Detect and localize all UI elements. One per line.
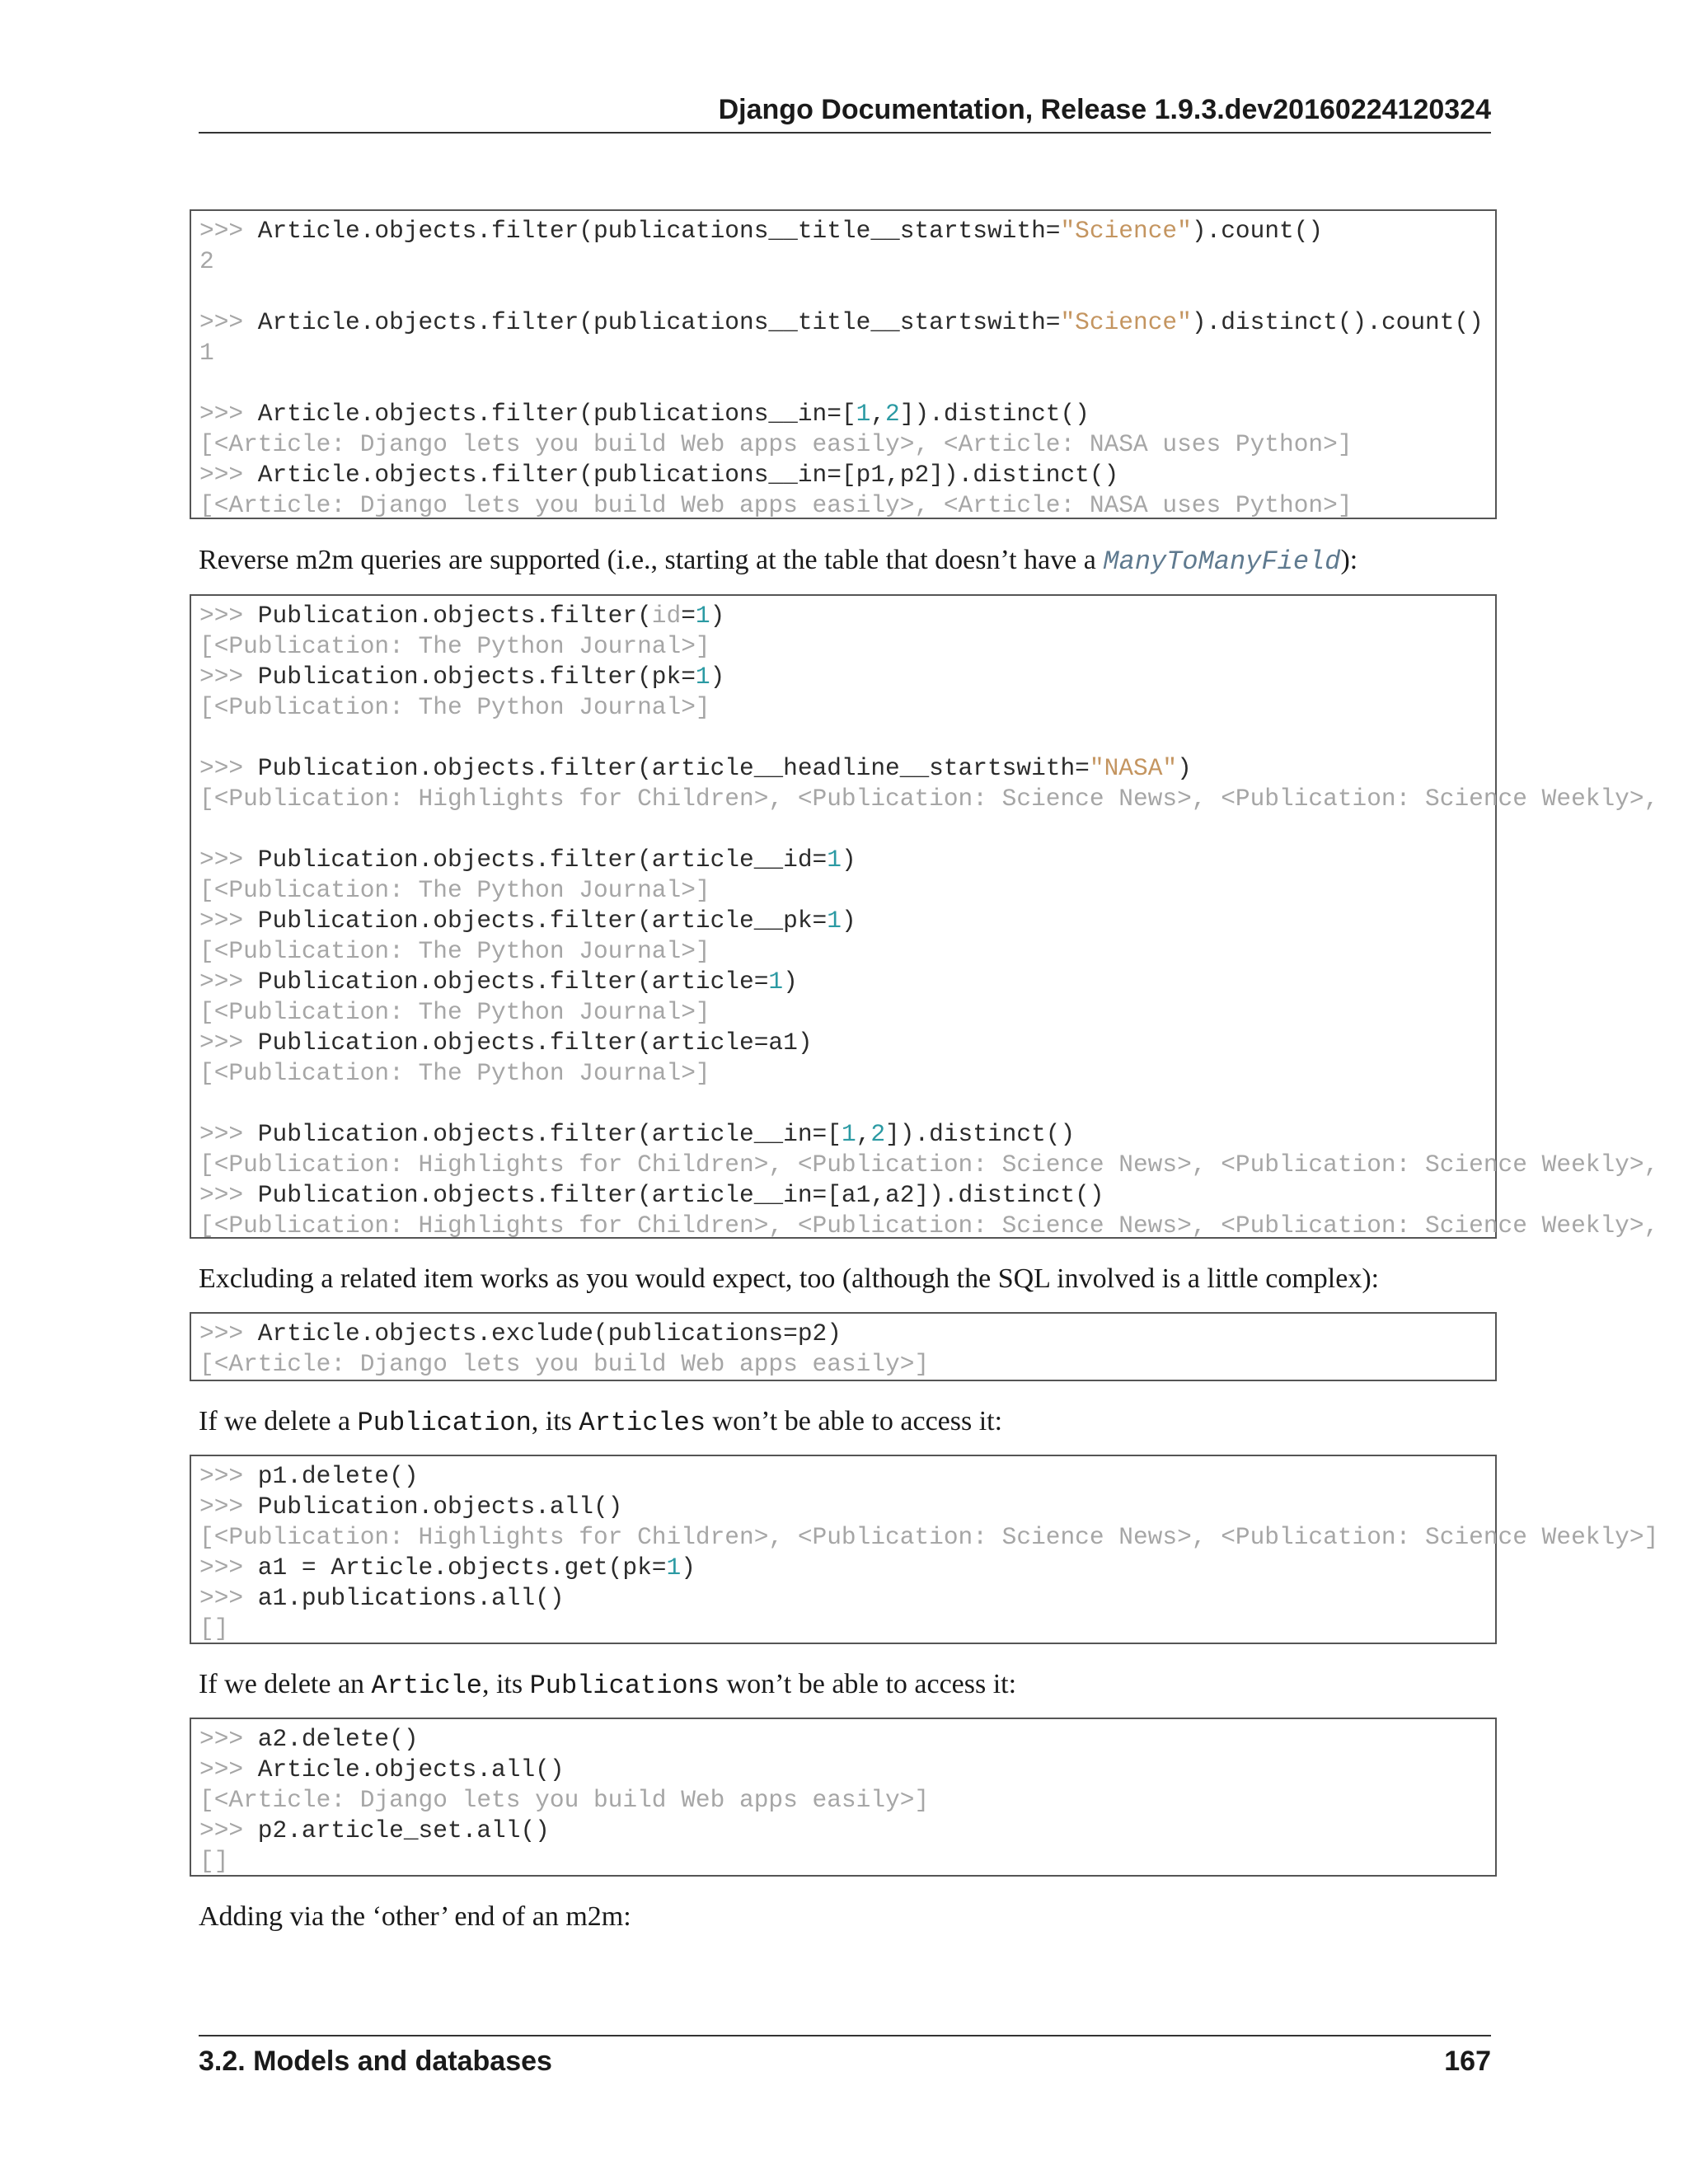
- code-input-line: >>> Article.objects.filter(publications__in=[p1,p2]).distinct(): [199, 461, 1119, 489]
- paragraph-text: Excluding a related item works as you would expect, too (although the SQL involved is a little complex):: [199, 1263, 1380, 1294]
- code-output-line: [199, 814, 1495, 845]
- code-input-line: >>> Article.objects.filter(publications__in=[1,2]).distinct(): [199, 400, 1090, 428]
- paragraph-text: ):: [1340, 545, 1358, 575]
- code-input-line: >>> Publication.objects.filter(article__headline__startswith="NASA"): [199, 754, 1192, 782]
- footer-section: 3.2. Models and databases: [199, 2046, 552, 2077]
- code-output-line: [<Article: Django lets you build Web apps easily>]: [199, 1350, 930, 1378]
- code-input-line: >>> Publication.objects.filter(article__id=1): [199, 846, 856, 874]
- code-output-line: [<Publication: Highlights for Children>, <Publication: Science News>, <Publication: Science Weekly>]: [199, 1523, 1659, 1551]
- inline-code-publication: Publication: [357, 1408, 532, 1438]
- code-output-line: [<Publication: The Python Journal>]: [199, 876, 710, 904]
- code-output-line: 1: [199, 339, 214, 367]
- paragraph-text: If we delete a: [199, 1406, 358, 1436]
- page-number: 167: [1444, 2046, 1491, 2077]
- code-output-line: [<Article: Django lets you build Web apps easily>]: [199, 1786, 930, 1814]
- code-input-line: >>> Publication.objects.filter(id=1): [199, 602, 725, 630]
- code-input-line: >>> Article.objects.filter(publications__title__startswith="Science").distinct().count(): [199, 308, 1484, 336]
- code-input-line: >>> Publication.objects.filter(article__in=[a1,a2]).distinct(): [199, 1181, 1104, 1209]
- code-output-line: [<Publication: Highlights for Children>, <Publication: Science News>, <Publication: Science Weekly>,: [199, 1151, 1659, 1179]
- code-input-line: >>> a1.publications.all(): [199, 1584, 565, 1612]
- code-input-line: >>> Publication.objects.filter(pk=1): [199, 663, 725, 691]
- code-output-line: [199, 723, 1495, 753]
- code-block-5: [190, 1718, 1497, 1877]
- page-footer: [199, 2035, 1491, 2078]
- paragraph-excluding: [199, 1261, 1491, 1297]
- paragraph-text: , its: [531, 1406, 579, 1436]
- inline-code-publications: Publications: [529, 1671, 720, 1701]
- code-output-line: [199, 277, 1495, 307]
- paragraph-reverse-m2m: [199, 542, 1491, 580]
- code-output-line: [<Publication: The Python Journal>]: [199, 632, 710, 660]
- page-header: [199, 89, 1491, 134]
- code-output-line: [199, 368, 1495, 399]
- code-input-line: >>> Publication.objects.filter(article__pk=1): [199, 907, 856, 935]
- code-input-line: >>> Publication.objects.filter(article__in=[1,2]).distinct(): [199, 1120, 1076, 1148]
- paragraph-text: Reverse m2m queries are supported (i.e., starting at the table that doesn’t have a: [199, 545, 1104, 575]
- code-input-line: >>> a1 = Article.objects.get(pk=1): [199, 1554, 696, 1582]
- code-input-line: >>> Article.objects.exclude(publications=p2): [199, 1319, 842, 1347]
- code-input-line: >>> Publication.objects.all(): [199, 1493, 623, 1521]
- code-input-line: >>> Publication.objects.filter(article=1): [199, 968, 798, 996]
- paragraph-text: won’t be able to access it:: [706, 1406, 1003, 1436]
- code-output-line: []: [199, 1615, 229, 1643]
- code-block-2: [190, 594, 1659, 1240]
- code-input-line: >>> a2.delete(): [199, 1725, 419, 1753]
- paragraph-text: If we delete an: [199, 1669, 372, 1699]
- paragraph-delete-publication: [199, 1404, 1491, 1441]
- code-output-line: [<Publication: The Python Journal>]: [199, 937, 710, 965]
- code-output-line: [<Article: Django lets you build Web apps easily>, <Article: NASA uses Python>]: [199, 491, 1353, 519]
- manytomanyfield-link[interactable]: ManyToManyField: [1103, 546, 1341, 577]
- code-output-line: [<Publication: The Python Journal>]: [199, 693, 710, 721]
- code-block-1: [190, 209, 1497, 519]
- code-output-line: [<Article: Django lets you build Web apps easily>, <Article: NASA uses Python>]: [199, 430, 1353, 458]
- paragraph-text: , its: [481, 1669, 530, 1699]
- code-block-3: [190, 1312, 1497, 1381]
- paragraph-adding-other-end: [199, 1899, 1491, 1935]
- code-input-line: >>> p1.delete(): [199, 1462, 419, 1490]
- paragraph-delete-article: [199, 1666, 1491, 1704]
- code-block-4: [190, 1455, 1659, 1644]
- code-input-line: >>> Article.objects.all(): [199, 1755, 565, 1783]
- code-output-line: [<Publication: Highlights for Children>, <Publication: Science News>, <Publication: Science Weekly>,: [199, 1212, 1659, 1240]
- code-output-line: [199, 1089, 1495, 1119]
- paragraph-text: won’t be able to access it:: [720, 1669, 1017, 1699]
- inline-code-article: Article: [371, 1671, 482, 1701]
- code-output-line: []: [199, 1847, 229, 1875]
- code-input-line: >>> Publication.objects.filter(article=a1): [199, 1029, 813, 1057]
- code-output-line: 2: [199, 247, 214, 275]
- header-title: Django Documentation, Release 1.9.3.dev20160224120324: [718, 94, 1491, 125]
- paragraph-text: Adding via the ‘other’ end of an m2m:: [199, 1901, 631, 1932]
- code-output-line: [<Publication: Highlights for Children>, <Publication: Science News>, <Publication: Science Weekly>,: [199, 785, 1659, 813]
- code-input-line: >>> Article.objects.filter(publications__title__startswith="Science").count(): [199, 217, 1324, 245]
- code-output-line: [<Publication: The Python Journal>]: [199, 998, 710, 1026]
- code-input-line: >>> p2.article_set.all(): [199, 1816, 550, 1844]
- inline-code-articles: Articles: [579, 1408, 706, 1438]
- code-output-line: [<Publication: The Python Journal>]: [199, 1059, 710, 1087]
